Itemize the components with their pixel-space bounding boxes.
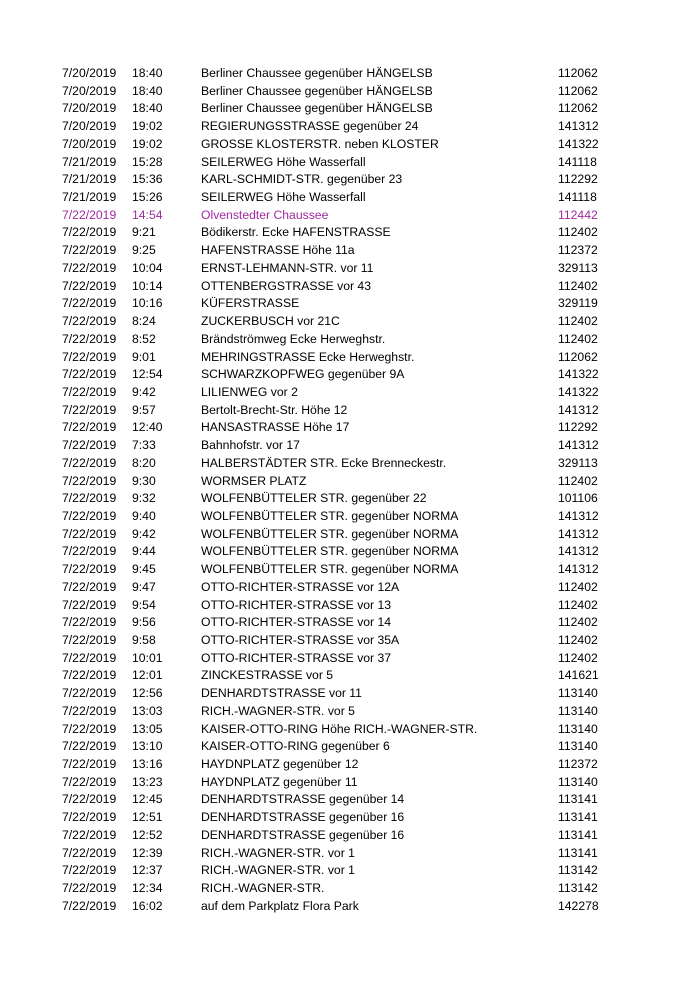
cell-code: 112062: [558, 66, 598, 80]
cell-location: Bahnhofstr. vor 17: [201, 438, 300, 453]
cell-location: WORMSER PLATZ: [201, 473, 307, 488]
cell-date: 7/22/2019: [62, 863, 117, 878]
table-row: [0, 703, 700, 721]
cell-location: HAYDNPLATZ gegenüber 11: [201, 774, 358, 789]
cell-time: 9:21: [132, 225, 156, 240]
cell-code: 141312: [558, 438, 599, 453]
cell-code: 113140: [558, 686, 598, 701]
cell-time: 10:01: [132, 650, 163, 665]
cell-location: Brändströmweg Ecke Herweghstr.: [201, 331, 386, 346]
cell-date: 7/22/2019: [62, 721, 117, 736]
cell-code: 329113: [558, 455, 598, 470]
cell-date: 7/22/2019: [62, 757, 117, 772]
cell-time: 8:24: [132, 314, 156, 329]
table-row: [0, 419, 700, 437]
table-row: [0, 171, 700, 189]
cell-date: 7/21/2019: [62, 154, 117, 169]
cell-location: MEHRINGSTRASSE Ecke Herweghstr.: [201, 349, 415, 364]
cell-location: HANSASTRASSE Höhe 17: [201, 420, 350, 435]
cell-time: 9:54: [132, 597, 156, 612]
cell-time: 12:37: [132, 863, 163, 878]
cell-date: 7/22/2019: [62, 367, 117, 382]
cell-location: OTTO-RICHTER-STRASSE vor 14: [201, 615, 392, 630]
cell-location: DENHARDTSTRASSE gegenüber 16: [201, 810, 405, 825]
cell-code: 112402: [558, 473, 598, 488]
cell-location: WOLFENBÜTTELER STR. gegenüber 22: [201, 491, 427, 506]
cell-location: ERNST-LEHMANN-STR. vor 11: [201, 260, 374, 275]
table-row: [0, 667, 700, 685]
cell-time: 10:04: [132, 260, 163, 275]
table-row: [0, 526, 700, 544]
table-row: [0, 366, 700, 384]
cell-time: 9:57: [132, 402, 156, 417]
cell-location: Berliner Chaussee gegenüber HÄNGELSB: [201, 101, 433, 116]
cell-code: 112372: [558, 757, 598, 772]
cell-location: WOLFENBÜTTELER STR. gegenüber NORMA: [201, 526, 459, 541]
table-row: [0, 756, 700, 774]
table-row: [0, 809, 700, 827]
cell-date: 7/22/2019: [62, 792, 117, 807]
cell-location: ZINCKESTRASSE vor 5: [201, 668, 334, 683]
cell-date: 7/22/2019: [62, 562, 117, 577]
table-row: [0, 880, 700, 898]
cell-code: 112402: [558, 331, 598, 346]
table-row: [0, 650, 700, 668]
cell-time: 13:05: [132, 721, 163, 736]
cell-location: HAFENSTRASSE Höhe 11a: [201, 243, 355, 258]
table-row: [0, 508, 700, 526]
cell-time: 8:52: [132, 331, 156, 346]
data-table: [0, 65, 700, 916]
cell-time: 18:40: [132, 66, 163, 80]
cell-location: ZUCKERBUSCH vor 21C: [201, 314, 340, 329]
cell-time: 15:36: [132, 172, 163, 187]
cell-code: 113140: [558, 739, 598, 754]
table-row: [0, 845, 700, 863]
cell-date: 7/22/2019: [62, 278, 117, 293]
cell-location: Berliner Chaussee gegenüber HÄNGELSB: [201, 83, 433, 98]
cell-code: 112372: [558, 243, 598, 258]
cell-date: 7/22/2019: [62, 703, 117, 718]
cell-code: 112062: [558, 101, 598, 116]
cell-code: 141312: [558, 562, 599, 577]
cell-code: 112402: [558, 314, 598, 329]
cell-location: WOLFENBÜTTELER STR. gegenüber NORMA: [201, 562, 459, 577]
cell-time: 12:40: [132, 420, 163, 435]
cell-location: OTTO-RICHTER-STRASSE vor 35A: [201, 633, 400, 647]
cell-code: 112402: [558, 579, 598, 594]
cell-location: auf dem Parkplatz Flora Park: [201, 898, 359, 913]
table-row: [0, 898, 700, 916]
cell-code: 112442: [558, 207, 598, 222]
cell-date: 7/20/2019: [62, 101, 117, 116]
cell-code: 141322: [558, 384, 599, 399]
cell-date: 7/22/2019: [62, 402, 117, 417]
cell-time: 13:10: [132, 739, 163, 754]
cell-location: KÜFERSTRASSE: [201, 296, 300, 311]
table-row: [0, 384, 700, 402]
table-row: [0, 154, 700, 172]
cell-date: 7/22/2019: [62, 438, 117, 453]
cell-location: DENHARDTSTRASSE gegenüber 14: [201, 792, 405, 807]
cell-location: RICH.-WAGNER-STR. vor 5: [201, 703, 355, 718]
cell-location: Berliner Chaussee gegenüber HÄNGELSB: [201, 66, 433, 80]
cell-location: KAISER-OTTO-RING gegenüber 6: [201, 739, 390, 754]
cell-date: 7/22/2019: [62, 314, 117, 329]
cell-time: 12:51: [132, 810, 163, 825]
cell-code: 113142: [558, 863, 598, 878]
cell-time: 13:03: [132, 703, 163, 718]
cell-code: 113141: [558, 792, 598, 807]
cell-location: SCHWARZKOPFWEG gegenüber 9A: [201, 367, 405, 382]
cell-time: 19:02: [132, 136, 163, 151]
table-row: [0, 473, 700, 491]
cell-date: 7/22/2019: [62, 473, 117, 488]
table-row: [0, 579, 700, 597]
table-row: [0, 295, 700, 313]
table-row: [0, 791, 700, 809]
cell-location: KARL-SCHMIDT-STR. gegenüber 23: [201, 172, 403, 187]
cell-date: 7/22/2019: [62, 686, 117, 701]
cell-date: 7/22/2019: [62, 845, 117, 860]
cell-time: 9:32: [132, 491, 156, 506]
cell-date: 7/22/2019: [62, 225, 117, 240]
cell-location: Bödikerstr. Ecke HAFENSTRASSE: [201, 225, 391, 240]
cell-date: 7/22/2019: [62, 650, 117, 665]
cell-date: 7/22/2019: [62, 810, 117, 825]
cell-location: WOLFENBÜTTELER STR. gegenüber NORMA: [201, 544, 459, 559]
cell-code: 141118: [558, 190, 597, 205]
cell-date: 7/20/2019: [62, 66, 117, 80]
cell-code: 141312: [558, 508, 599, 523]
cell-date: 7/22/2019: [62, 526, 117, 541]
cell-date: 7/22/2019: [62, 633, 117, 647]
cell-date: 7/22/2019: [62, 491, 117, 506]
cell-date: 7/22/2019: [62, 668, 117, 683]
cell-time: 9:42: [132, 526, 156, 541]
cell-location: RICH.-WAGNER-STR. vor 1: [201, 863, 355, 878]
cell-location: OTTENBERGSTRASSE vor 43: [201, 278, 371, 293]
cell-date: 7/22/2019: [62, 207, 117, 222]
cell-date: 7/22/2019: [62, 827, 117, 842]
table-row: [0, 331, 700, 349]
cell-date: 7/22/2019: [62, 881, 117, 896]
cell-code: 141312: [558, 526, 599, 541]
table-row: [0, 543, 700, 561]
cell-time: 12:52: [132, 827, 163, 842]
cell-date: 7/22/2019: [62, 597, 117, 612]
table-row: [0, 455, 700, 473]
cell-date: 7/20/2019: [62, 83, 117, 98]
cell-time: 9:47: [132, 579, 156, 594]
cell-time: 10:16: [132, 296, 163, 311]
table-row: [0, 614, 700, 632]
table-row: [0, 827, 700, 845]
cell-date: 7/22/2019: [62, 615, 117, 630]
cell-date: 7/22/2019: [62, 349, 117, 364]
cell-time: 9:01: [132, 349, 156, 364]
table-row: [0, 685, 700, 703]
cell-date: 7/21/2019: [62, 172, 117, 187]
cell-code: 113142: [558, 881, 598, 896]
cell-time: 16:02: [132, 898, 163, 913]
cell-code: 112292: [558, 172, 598, 187]
cell-date: 7/22/2019: [62, 898, 117, 913]
cell-location: GROSSE KLOSTERSTR. neben KLOSTER: [201, 136, 439, 151]
cell-date: 7/22/2019: [62, 774, 117, 789]
cell-time: 7:33: [132, 438, 156, 453]
cell-location: RICH.-WAGNER-STR. vor 1: [201, 845, 355, 860]
table-row: [0, 207, 700, 225]
cell-time: 12:34: [132, 881, 163, 896]
cell-code: 113141: [558, 810, 598, 825]
cell-time: 8:20: [132, 455, 156, 470]
table-row: [0, 721, 700, 739]
cell-location: KAISER-OTTO-RING Höhe RICH.-WAGNER-STR.: [201, 721, 478, 736]
cell-code: 112402: [558, 650, 598, 665]
cell-location: DENHARDTSTRASSE gegenüber 16: [201, 827, 405, 842]
cell-code: 141322: [558, 367, 599, 382]
table-row: [0, 349, 700, 367]
cell-location: HAYDNPLATZ gegenüber 12: [201, 757, 359, 772]
cell-location: LILIENWEG vor 2: [201, 384, 298, 399]
cell-location: OTTO-RICHTER-STRASSE vor 37: [201, 650, 392, 665]
cell-code: 141621: [558, 668, 599, 683]
table-row: [0, 632, 700, 650]
cell-time: 9:30: [132, 473, 156, 488]
cell-location: SEILERWEG Höhe Wasserfall: [201, 190, 366, 205]
table-row: [0, 278, 700, 296]
cell-location: REGIERUNGSSTRASSE gegenüber 24: [201, 119, 419, 134]
cell-code: 141322: [558, 136, 599, 151]
table-row: [0, 738, 700, 756]
table-row: [0, 136, 700, 154]
cell-time: 12:45: [132, 792, 163, 807]
cell-date: 7/20/2019: [62, 136, 117, 151]
table-row: [0, 224, 700, 242]
cell-code: 142278: [558, 898, 599, 913]
table-row: [0, 561, 700, 579]
table-row: [0, 83, 700, 101]
cell-location: OTTO-RICHTER-STRASSE vor 13: [201, 597, 392, 612]
cell-time: 12:39: [132, 845, 163, 860]
cell-date: 7/22/2019: [62, 260, 117, 275]
cell-code: 113140: [558, 721, 598, 736]
cell-code: 112062: [558, 349, 598, 364]
table-row: [0, 242, 700, 260]
table-row: [0, 65, 700, 83]
cell-date: 7/22/2019: [62, 296, 117, 311]
cell-code: 141312: [558, 119, 599, 134]
cell-location: DENHARDTSTRASSE vor 11: [201, 686, 362, 701]
cell-time: 9:56: [132, 615, 156, 630]
table-row: [0, 597, 700, 615]
cell-code: 112402: [558, 225, 598, 240]
cell-time: 10:14: [132, 278, 163, 293]
cell-time: 19:02: [132, 119, 163, 134]
cell-code: 113141: [558, 827, 598, 842]
cell-time: 15:28: [132, 154, 163, 169]
cell-location: WOLFENBÜTTELER STR. gegenüber NORMA: [201, 508, 459, 523]
table-row: [0, 402, 700, 420]
cell-date: 7/22/2019: [62, 243, 117, 258]
cell-code: 112402: [558, 615, 598, 630]
cell-time: 15:26: [132, 190, 163, 205]
cell-code: 112402: [558, 633, 598, 647]
cell-location: HALBERSTÄDTER STR. Ecke Brenneckestr.: [201, 455, 447, 470]
cell-time: 12:01: [132, 668, 163, 683]
cell-code: 113141: [558, 845, 598, 860]
table-row: [0, 490, 700, 508]
cell-time: 18:40: [132, 101, 163, 116]
cell-code: 113140: [558, 774, 598, 789]
cell-date: 7/22/2019: [62, 508, 117, 523]
cell-date: 7/22/2019: [62, 331, 117, 346]
cell-time: 13:23: [132, 774, 163, 789]
table-row: [0, 313, 700, 331]
cell-code: 113140: [558, 703, 598, 718]
table-row: [0, 862, 700, 880]
cell-time: 9:40: [132, 508, 156, 523]
cell-time: 9:42: [132, 384, 156, 399]
cell-time: 9:58: [132, 633, 156, 647]
cell-code: 329113: [558, 260, 598, 275]
cell-time: 9:45: [132, 562, 156, 577]
cell-location: Bertolt-Brecht-Str. Höhe 12: [201, 402, 348, 417]
cell-time: 12:54: [132, 367, 163, 382]
cell-date: 7/22/2019: [62, 384, 117, 399]
cell-date: 7/22/2019: [62, 455, 117, 470]
cell-location: OTTO-RICHTER-STRASSE vor 12A: [201, 579, 400, 594]
table-row: [0, 260, 700, 278]
cell-date: 7/22/2019: [62, 739, 117, 754]
cell-date: 7/22/2019: [62, 579, 117, 594]
table-row: [0, 437, 700, 455]
cell-code: 329119: [558, 296, 598, 311]
cell-code: 141312: [558, 402, 599, 417]
cell-date: 7/20/2019: [62, 119, 117, 134]
cell-code: 112402: [558, 278, 598, 293]
cell-code: 141118: [558, 154, 597, 169]
table-row: [0, 189, 700, 207]
cell-date: 7/22/2019: [62, 420, 117, 435]
cell-time: 9:25: [132, 243, 156, 258]
table-row: [0, 774, 700, 792]
cell-code: 112402: [558, 597, 598, 612]
cell-time: 9:44: [132, 544, 156, 559]
cell-date: 7/21/2019: [62, 190, 117, 205]
cell-code: 101106: [558, 491, 598, 506]
cell-time: 12:56: [132, 686, 163, 701]
cell-time: 13:16: [132, 757, 163, 772]
cell-date: 7/22/2019: [62, 544, 117, 559]
cell-location: SEILERWEG Höhe Wasserfall: [201, 154, 366, 169]
table-row: [0, 118, 700, 136]
table-row: [0, 100, 700, 118]
cell-location: Olvenstedter Chaussee: [201, 207, 329, 222]
cell-time: 18:40: [132, 83, 163, 98]
cell-code: 141312: [558, 544, 599, 559]
cell-code: 112292: [558, 420, 598, 435]
cell-code: 112062: [558, 83, 598, 98]
cell-time: 14:54: [132, 207, 163, 222]
cell-location: RICH.-WAGNER-STR.: [201, 881, 325, 896]
